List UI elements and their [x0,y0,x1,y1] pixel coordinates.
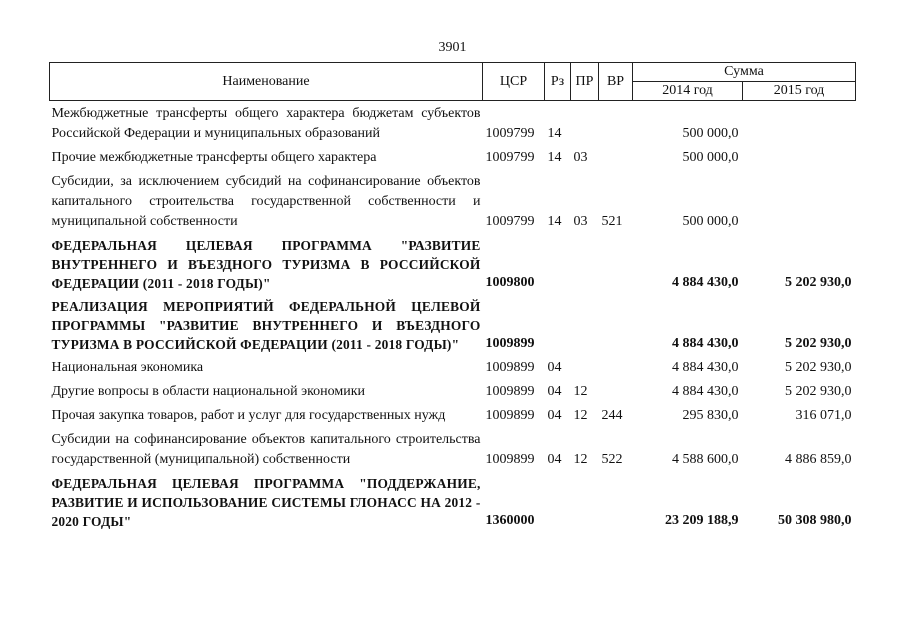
header-year-2014: 2014 год [633,82,743,101]
row-sum-2014: 23 209 188,9 [665,513,739,528]
header-csr: ЦСР [483,63,545,101]
row-csr: 1009899 [485,408,535,423]
row-csr: 1009799 [485,214,535,229]
row-sum-2014: 4 884 430,0 [672,336,739,351]
table-row [50,294,856,355]
table-row [50,169,856,233]
row-rz [545,294,571,355]
row-csr: 1009899 [485,452,535,467]
row-rz: 14 [547,214,562,229]
row-csr: 1009799 [485,150,535,165]
row-name: ФЕДЕРАЛЬНАЯ ЦЕЛЕВАЯ ПРОГРАММА "РАЗВИТИЕ ВНУТРЕННЕГО И ВЪЕЗДНОГО ТУРИЗМА В РОССИЙСКОЙ ФЕДЕРАЦИИ (2011 - 2018 ГОДЫ)" [51,238,481,291]
row-vr [599,145,633,169]
header-name: Наименование [50,63,483,101]
row-vr: 522 [601,452,623,467]
header-rz: Рз [545,63,571,101]
row-sum-2015: 50 308 980,0 [778,513,852,528]
row-sum-2015: 5 202 930,0 [785,384,852,399]
row-csr: 1009799 [485,126,535,141]
row-rz: 04 [547,408,562,423]
table-body [50,101,856,533]
row-sum-2015: 316 071,0 [795,408,852,423]
row-pr [571,233,599,294]
row-sum-2015: 5 202 930,0 [785,275,852,290]
row-csr: 1009899 [485,360,535,375]
row-sum-2015 [743,169,856,233]
table-row [50,379,856,403]
row-name: Субсидии на софинансирование объектов капитального строительства государственной (муниципальной) собственности [51,432,481,467]
table-row [50,233,856,294]
row-vr [599,233,633,294]
table-row [50,355,856,379]
row-sum-2015 [743,145,856,169]
row-pr: 03 [573,150,588,165]
header-pr: ПР [571,63,599,101]
row-sum-2015: 5 202 930,0 [785,336,852,351]
table-row [50,403,856,427]
row-name: Межбюджетные трансферты общего характера бюджетам субъектов Российской Федерации и муниципальных образований [51,106,481,141]
row-rz [545,233,571,294]
row-sum-2014: 500 000,0 [682,214,739,229]
row-rz: 04 [547,360,562,375]
row-name: Прочие межбюджетные трансферты общего характера [51,150,377,165]
row-sum-2014: 4 588 600,0 [672,452,739,467]
row-sum-2014: 500 000,0 [682,150,739,165]
row-sum-2015: 5 202 930,0 [785,360,852,375]
row-vr: 521 [601,214,623,229]
row-sum-2014: 4 884 430,0 [672,384,739,399]
table-header [50,63,856,101]
row-sum-2014: 4 884 430,0 [672,275,739,290]
row-name: РЕАЛИЗАЦИЯ МЕРОПРИЯТИЙ ФЕДЕРАЛЬНОЙ ЦЕЛЕВОЙ ПРОГРАММЫ "РАЗВИТИЕ ВНУТРЕННЕГО И ВЪЕЗДНОГО ТУРИЗМА В РОССИЙСКОЙ ФЕДЕРАЦИИ (2011 - 2018 ГОДЫ)" [51,299,481,352]
row-sum-2015 [743,101,856,146]
table-row [50,471,856,532]
header-year-2015: 2015 год [743,82,856,101]
table-row [50,427,856,471]
row-pr [571,101,599,146]
row-csr: 1009899 [485,384,535,399]
row-sum-2014: 500 000,0 [682,126,739,141]
page-number: 3901 [438,40,467,55]
row-csr: 1009899 [485,336,535,351]
row-pr [571,294,599,355]
row-name: Другие вопросы в области национальной экономики [51,384,366,399]
row-vr: 244 [601,408,623,423]
row-pr: 12 [573,408,588,423]
row-sum-2014: 4 884 430,0 [672,360,739,375]
row-vr [599,379,633,403]
row-pr [571,355,599,379]
header-sum: Сумма [633,63,856,82]
row-sum-2014: 295 830,0 [682,408,739,423]
table-row [50,145,856,169]
row-rz: 14 [547,150,562,165]
row-name: Субсидии, за исключением субсидий на софинансирование объектов капитального строительства государственной собственности и муниципальной собственности [51,174,481,229]
budget-table [49,62,856,532]
row-rz: 14 [547,126,562,141]
row-vr [599,101,633,146]
row-pr: 12 [573,452,588,467]
row-vr [599,355,633,379]
row-rz: 04 [547,452,562,467]
row-pr: 03 [573,214,588,229]
row-sum-2015: 4 886 859,0 [785,452,852,467]
row-name: Прочая закупка товаров, работ и услуг для государственных нужд [51,408,446,423]
header-vr: ВР [599,63,633,101]
row-pr [571,471,599,532]
row-vr [599,471,633,532]
row-csr: 1009800 [485,275,535,290]
row-vr [599,294,633,355]
row-rz: 04 [547,384,562,399]
table-row [50,101,856,146]
row-name: ФЕДЕРАЛЬНАЯ ЦЕЛЕВАЯ ПРОГРАММА "ПОДДЕРЖАНИЕ, РАЗВИТИЕ И ИСПОЛЬЗОВАНИЕ СИСТЕМЫ ГЛОНАСС НА 2012 - 2020 ГОДЫ" [51,476,481,529]
row-rz [545,471,571,532]
row-pr: 12 [573,384,588,399]
row-name: Национальная экономика [51,360,204,375]
row-csr: 1360000 [485,513,535,528]
